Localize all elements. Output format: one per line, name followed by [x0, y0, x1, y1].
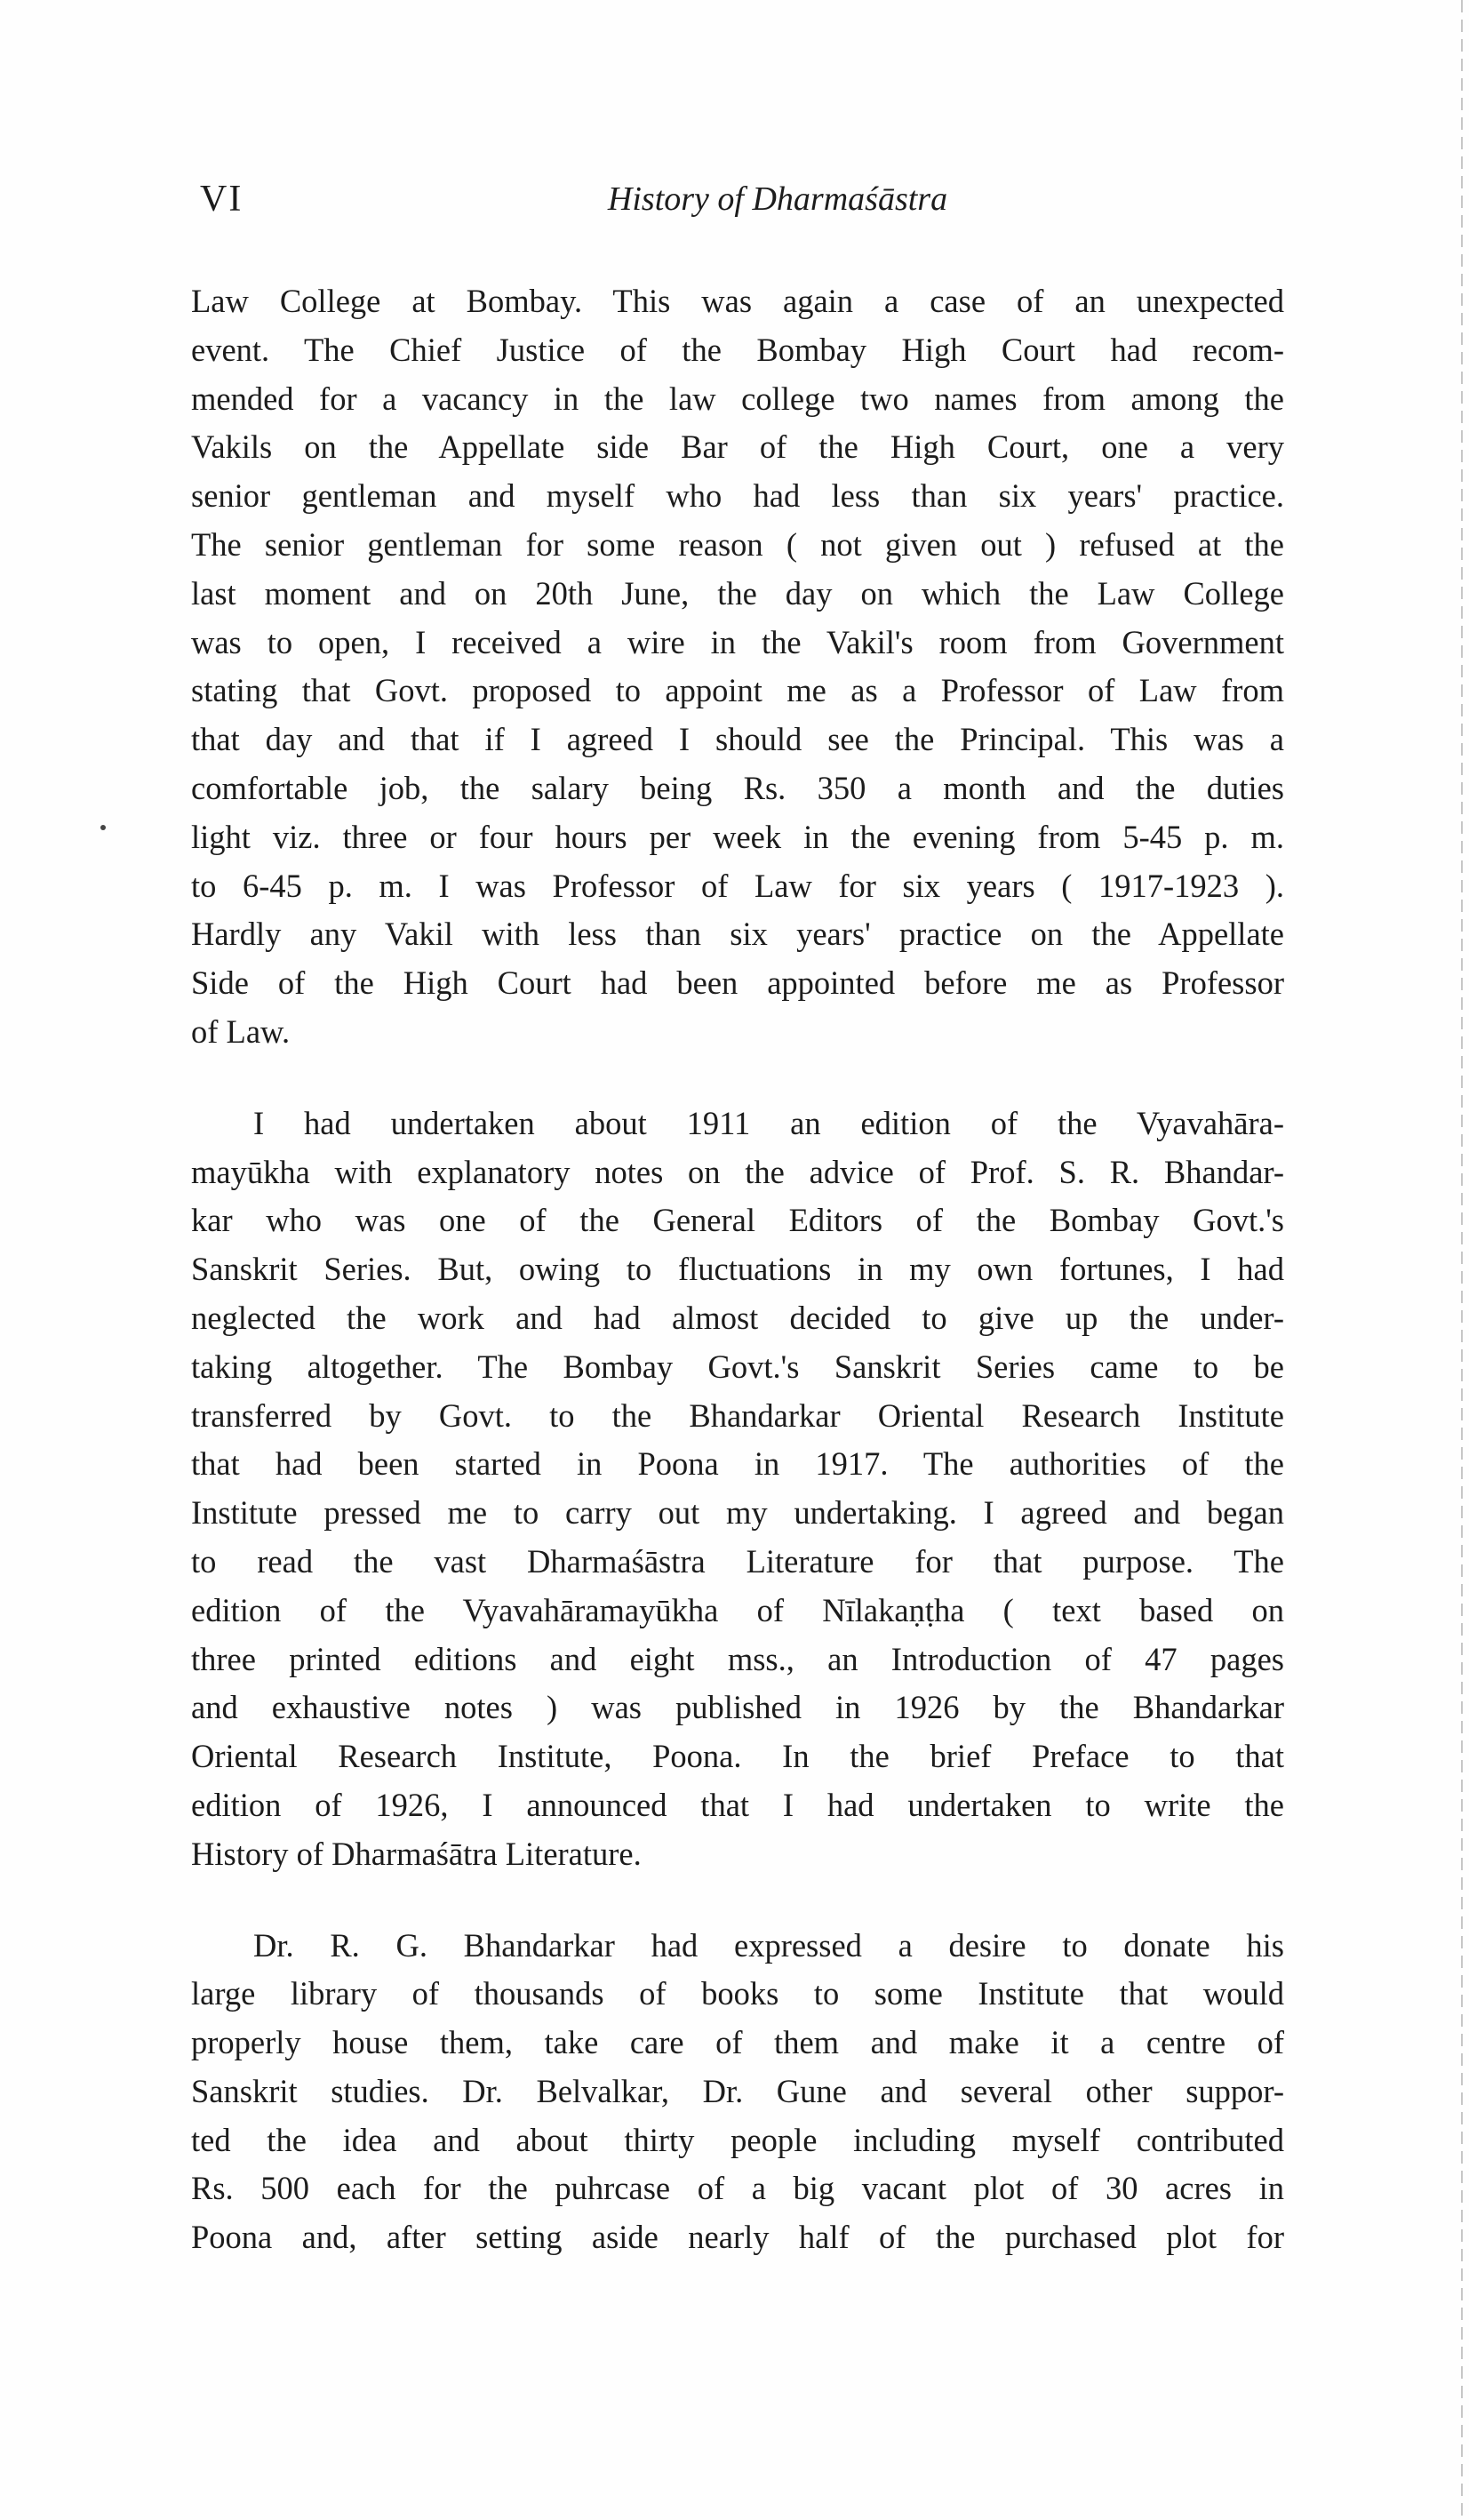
text-line: The senior gentleman for some reason ( not given out ) refused at the [191, 525, 1284, 563]
text-line: senior gentleman and myself who had less than six years' practice. [191, 477, 1284, 515]
text-line: Institute pressed me to carry out my undertaking. I agreed and began [191, 1494, 1284, 1532]
body-text [191, 277, 1284, 2305]
text-line: Sanskrit studies. Dr. Belvalkar, Dr. Gune and several other suppor- [191, 2072, 1284, 2109]
text-line: three printed editions and eight mss., an Introduction of 47 pages [191, 1640, 1284, 1677]
text-line: that day and that if I agreed I should see the Principal. This was a [191, 721, 1284, 758]
text-line: mended for a vacancy in the law college two names from among the [191, 380, 1284, 417]
text-line: and exhaustive notes ) was published in 1926 by the Bhandarkar [191, 1689, 1284, 1726]
text-line: Vakils on the Appellate side Bar of the High Court, one a very [191, 428, 1284, 466]
text-line: ted the idea and about thirty people including myself contributed [191, 2121, 1284, 2158]
text-line: mayūkha with explanatory notes on the advice of Prof. S. R. Bhandar- [191, 1153, 1284, 1190]
page-header [200, 178, 1284, 231]
text-line: large library of thousands of books to some Institute that would [191, 1975, 1284, 2012]
text-line: edition of the Vyavahāramayūkha of Nīlakaṇṭha ( text based on [191, 1591, 1284, 1628]
text-line: to read the vast Dharmaśāstra Literature for that purpose. The [191, 1542, 1284, 1580]
text-line: taking altogether. The Bombay Govt.'s Sanskrit Series came to be [191, 1348, 1284, 1385]
text-line: kar who was one of the General Editors of the Bombay Govt.'s [191, 1202, 1284, 1239]
text-line: Side of the High Court had been appointed before me as Professor [191, 964, 1284, 1002]
text-line: to 6-45 p. m. I was Professor of Law for six years ( 1917-1923 ). [191, 867, 1284, 904]
text-line: stating that Govt. proposed to appoint me as a Professor of Law from [191, 672, 1284, 709]
text-line: transferred by Govt. to the Bhandarkar Oriental Research Institute [191, 1396, 1284, 1434]
text-line: Dr. R. G. Bhandarkar had expressed a desire to donate his [253, 1926, 1284, 1964]
stray-ink-mark [100, 825, 106, 830]
text-line: I had undertaken about 1911 an edition of the Vyavahāra- [253, 1104, 1284, 1141]
text-line: properly house them, take care of them and make it a centre of [191, 2024, 1284, 2061]
paragraph-3 [191, 1922, 1284, 2263]
text-line: comfortable job, the salary being Rs. 350 a month and the duties [191, 769, 1284, 806]
text-line: Sanskrit Series. But, owing to fluctuations in my own fortunes, I had [191, 1251, 1284, 1288]
text-line: History of Dharmaśātra Literature. [191, 1835, 642, 1872]
text-line: event. The Chief Justice of the Bombay High Court had recom- [191, 331, 1284, 368]
text-line: was to open, I received a wire in the Vakil's room from Government [191, 623, 1284, 660]
text-line: neglected the work and had almost decided to give up the under- [191, 1299, 1284, 1336]
text-line: of Law. [191, 1012, 291, 1050]
running-title: History of Dharmaśāstra [607, 180, 948, 218]
paragraph-2 [191, 1100, 1284, 1879]
text-line: edition of 1926, I announced that I had undertaken to write the [191, 1786, 1284, 1823]
text-line: Oriental Research Institute, Poona. In the brief Preface to that [191, 1738, 1284, 1775]
text-line: that had been started in Poona in 1917. The authorities of the [191, 1445, 1284, 1483]
text-line: Rs. 500 each for the puhrcase of a big vacant plot of 30 acres in [191, 2170, 1284, 2207]
page-number: VI [200, 179, 244, 220]
text-line: Law College at Bombay. This was again a case of an unexpected [191, 283, 1284, 319]
text-line: Poona and, after setting aside nearly half of the purchased plot for [191, 2219, 1284, 2256]
paragraph-1 [191, 277, 1284, 1057]
text-line: Hardly any Vakil with less than six years' practice on the Appellate [191, 916, 1284, 953]
text-line: last moment and on 20th June, the day on which the Law College [191, 574, 1284, 612]
page-edge-line [1461, 0, 1463, 2520]
text-line: light viz. three or four hours per week in the evening from 5-45 p. m. [191, 818, 1284, 855]
